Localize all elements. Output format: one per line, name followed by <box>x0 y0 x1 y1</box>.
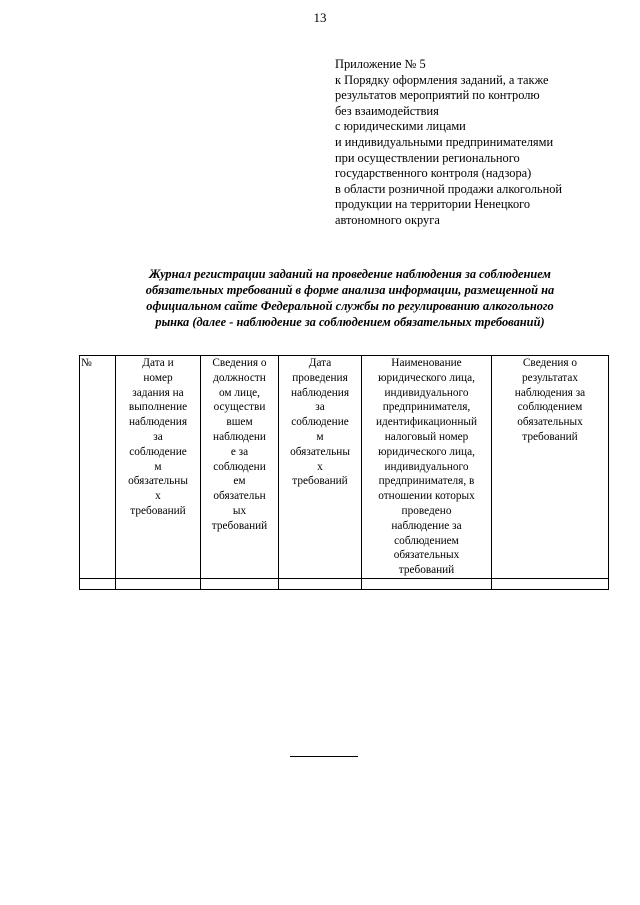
appendix-line: с юридическими лицами <box>335 119 466 134</box>
header-line: требований <box>398 564 455 577</box>
table-cell <box>80 578 116 589</box>
header-line: соблюдение <box>291 416 349 429</box>
header-line: соблюдение <box>129 445 187 458</box>
header-line: Сведения о <box>522 357 578 369</box>
header-line: за <box>315 401 325 414</box>
appendix-line: в области розничной продажи алкогольной <box>335 181 563 196</box>
header-line: отношении которых <box>378 490 475 503</box>
header-line: ем <box>233 475 246 488</box>
header-line: обязательны <box>290 445 350 458</box>
header-line: задания на <box>132 386 184 399</box>
header-line: наблюдения <box>290 386 350 399</box>
header-line: идентификационный <box>376 416 477 429</box>
appendix-line: автономного округа <box>335 212 440 227</box>
title-line: Журнал регистрации заданий на проведение наблюдения за соблюдением <box>149 267 551 281</box>
appendix-line: результатов мероприятий по контролю <box>335 88 540 103</box>
header-line: налоговый номер <box>384 430 469 443</box>
table-cell <box>492 578 609 589</box>
table-row <box>80 578 609 589</box>
header-line: вшем <box>226 416 253 429</box>
journal-title <box>80 266 620 330</box>
header-line: должностн <box>213 371 266 384</box>
header-observation-date <box>279 356 362 579</box>
header-line: результатах <box>521 371 579 384</box>
header-line: обязательн <box>213 490 266 503</box>
appendix-line: к Порядку оформления заданий, а также <box>335 72 549 87</box>
header-line: требований <box>211 519 268 532</box>
header-line: соблюдением <box>517 401 583 414</box>
header-line: Дата <box>308 357 332 369</box>
header-line: наблюдения <box>128 416 188 429</box>
header-line: ых <box>232 504 247 517</box>
header-line: проведено <box>401 504 452 517</box>
header-line: проведения <box>292 371 348 384</box>
header-line: осуществи <box>213 401 266 414</box>
appendix-line: и индивидуальными предпринимателями <box>335 134 554 149</box>
appendix-note <box>335 57 630 229</box>
appendix-line: государственного контроля (надзора) <box>335 166 532 181</box>
header-line: юридического лица, <box>378 445 475 458</box>
appendix-line: при осуществлении регионального <box>335 150 520 165</box>
header-number <box>80 356 116 579</box>
header-line: соблюдени <box>213 460 266 473</box>
header-line: м <box>316 430 324 443</box>
header-line: требований <box>292 475 348 488</box>
header-official-info <box>201 356 279 579</box>
header-entity-name <box>362 356 492 579</box>
header-line: е за <box>230 445 249 458</box>
header-line: выполнение <box>128 401 188 414</box>
header-line: х <box>155 490 161 503</box>
table-cell <box>116 578 201 589</box>
title-line: рынка (далее - наблюдение за соблюдением обязательных требований) <box>155 315 545 329</box>
header-line: юридического лица, <box>378 371 475 384</box>
header-line: наблюдения за <box>514 386 586 399</box>
header-line: соблюдением <box>394 534 459 547</box>
appendix-line: продукции на территории Ненецкого <box>335 197 531 212</box>
header-line: Сведения о <box>212 357 267 369</box>
appendix-line: без взаимодействия <box>335 103 439 118</box>
title-line: официальном сайте Федеральной службы по регулированию алкогольного <box>146 299 554 313</box>
header-line: предпринимателя, <box>382 401 471 414</box>
header-line: ом лице, <box>219 386 260 399</box>
header-results <box>492 356 609 579</box>
header-line: предпринимателя, в <box>378 475 475 488</box>
header-line: Наименование <box>391 357 462 369</box>
table-cell <box>279 578 362 589</box>
table-header-row <box>80 356 609 579</box>
footer-divider <box>290 756 358 757</box>
table-cell <box>201 578 279 589</box>
header-line: обязательных <box>393 549 460 562</box>
page-number: 13 <box>313 10 327 25</box>
table-cell <box>362 578 492 589</box>
header-line: требований <box>130 504 186 517</box>
header-line: индивидуального <box>384 460 469 473</box>
header-line: обязательных <box>517 416 583 429</box>
header-line: м <box>154 460 162 473</box>
title-line: обязательных требований в форме анализа информации, размещенной на <box>145 283 555 297</box>
header-line: за <box>153 430 163 443</box>
header-line: наблюдение за <box>391 519 462 532</box>
header-line: требований <box>522 430 578 443</box>
header-task-date-number <box>116 356 201 579</box>
header-line: обязательны <box>128 475 188 488</box>
header-line: х <box>317 460 323 473</box>
journal-table <box>79 355 609 590</box>
appendix-line: Приложение № 5 <box>335 57 426 71</box>
header-line: наблюдени <box>213 430 266 443</box>
header-line: номер <box>143 371 173 384</box>
header-line: индивидуального <box>384 386 469 399</box>
header-line: № <box>81 357 92 369</box>
header-line: Дата и <box>142 357 174 369</box>
